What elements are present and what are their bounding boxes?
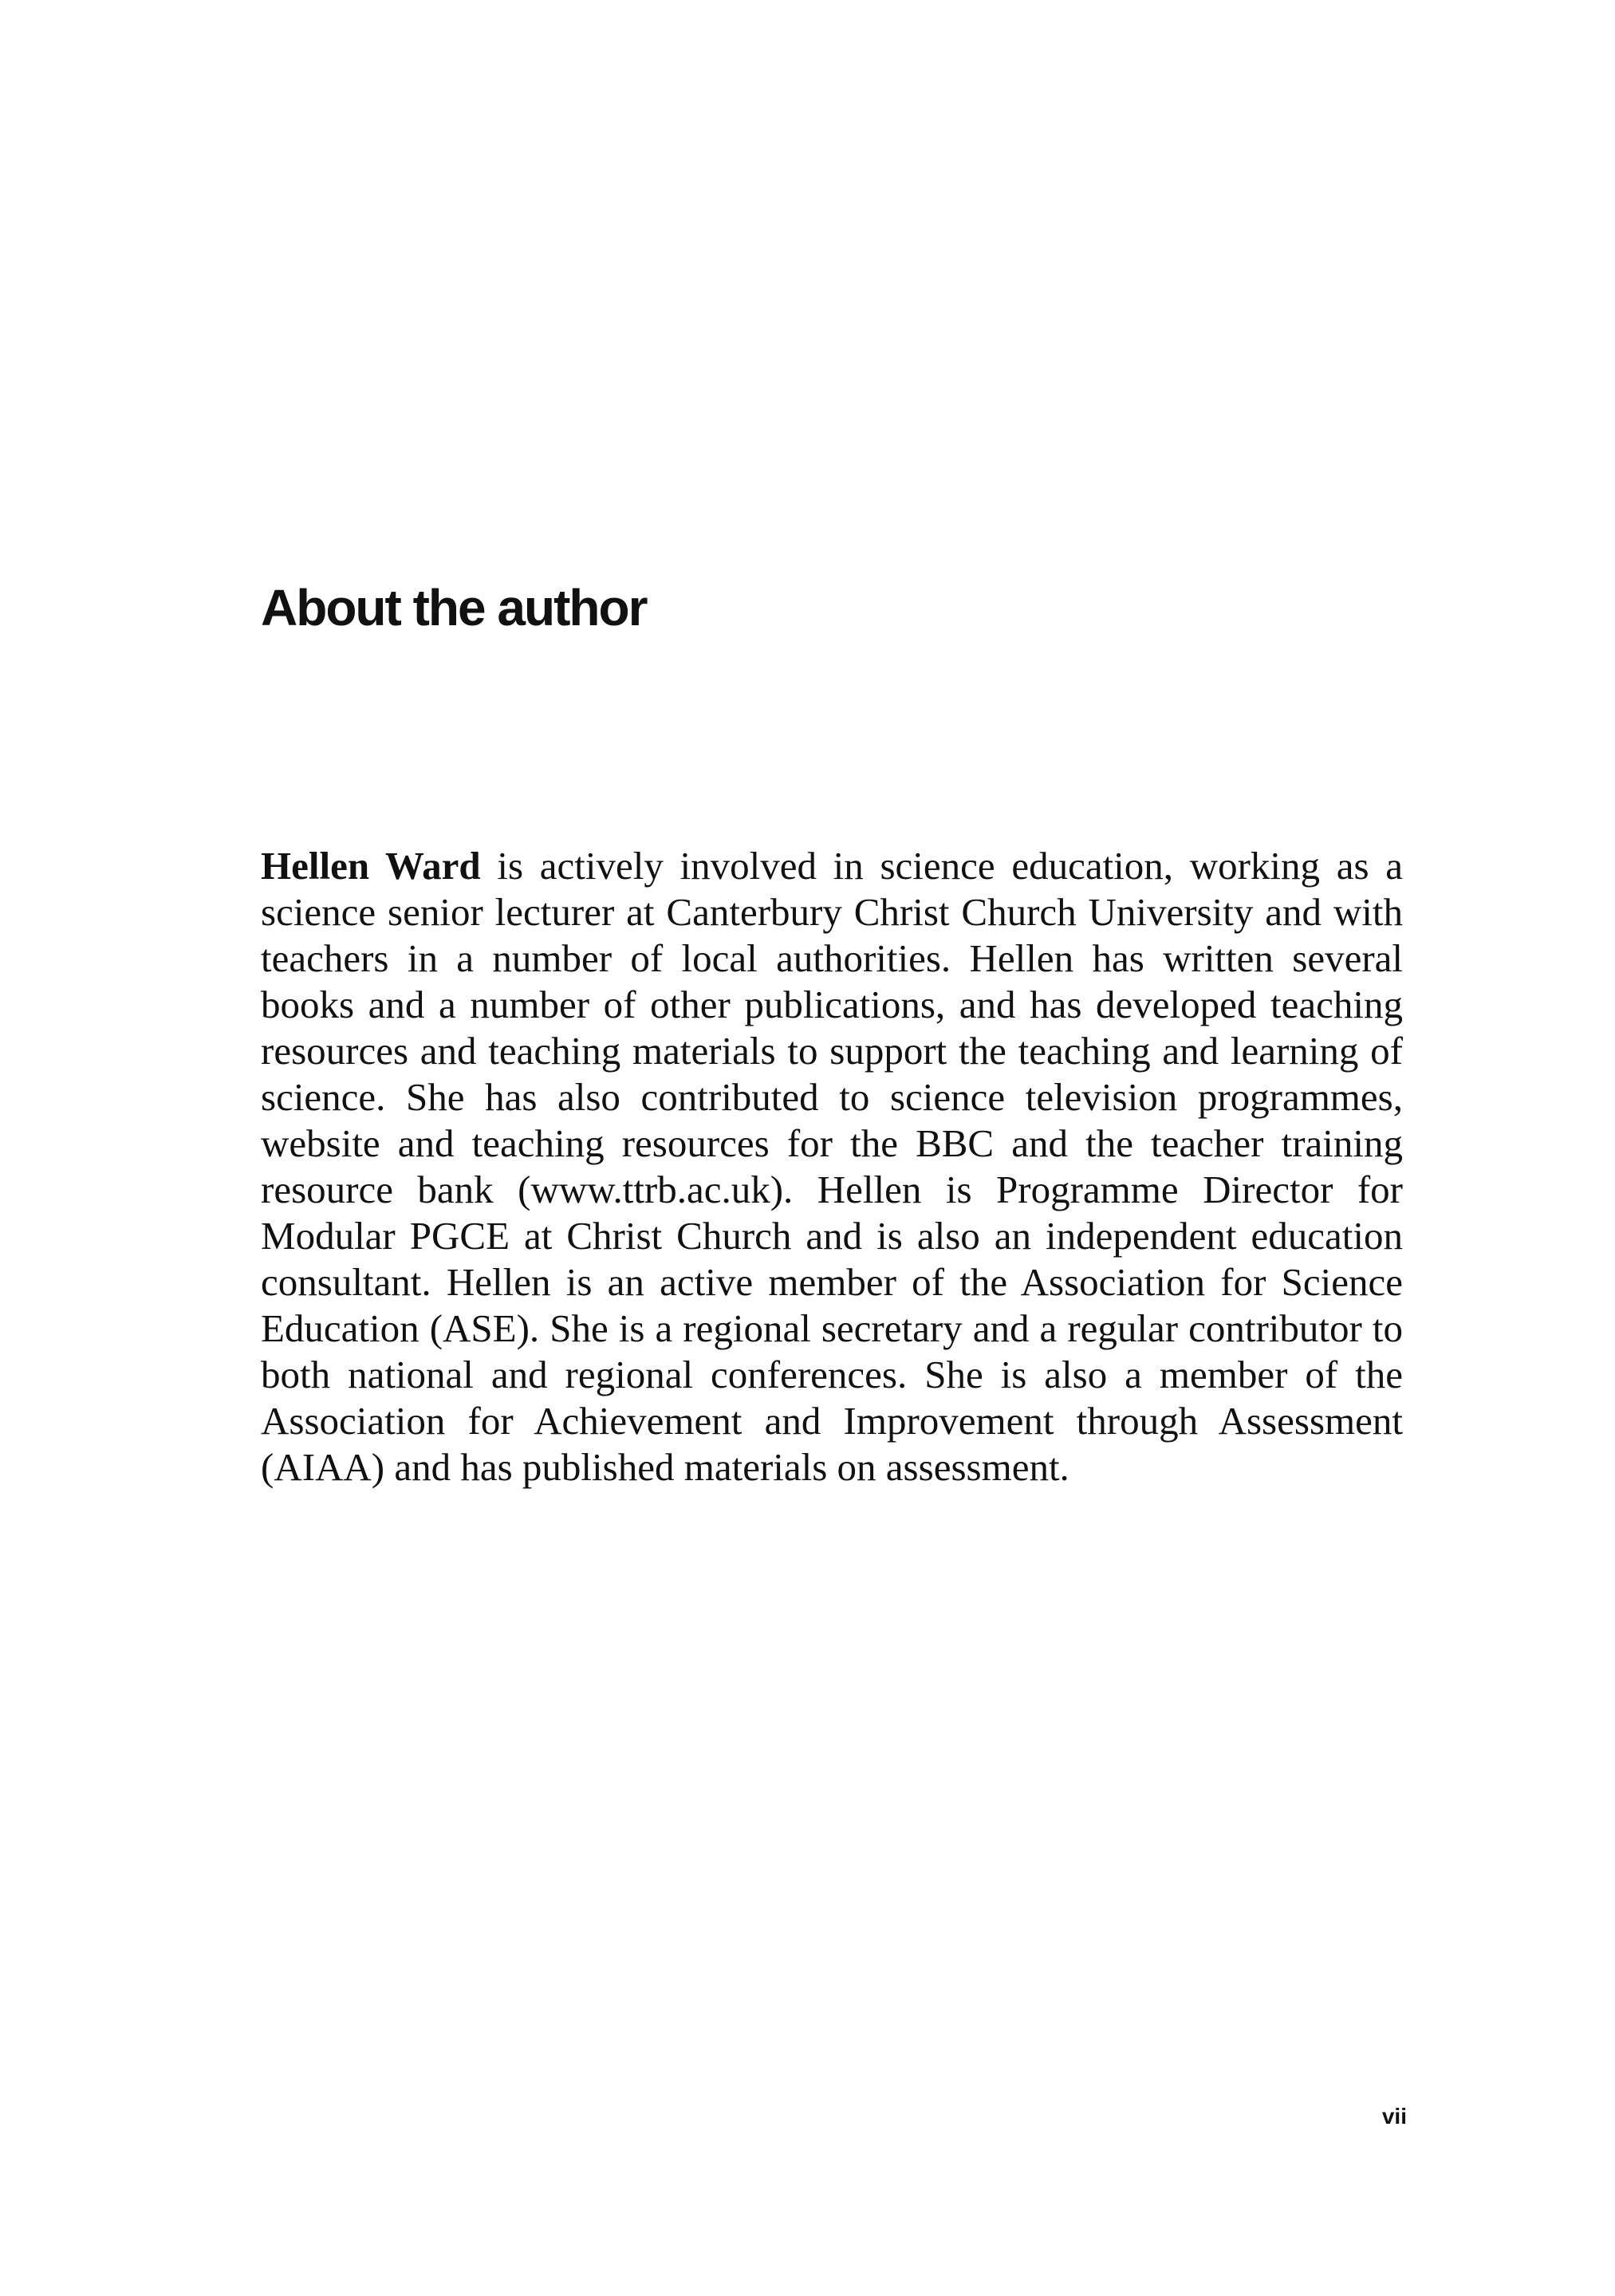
author-bio-text: is actively involved in science education, working as a science senior lecturer at Canterbury Christ Church University and with teachers in a number of local authorities. Hellen has written several books and a number of other publications, and has developed teaching resources and teaching materials to support the teaching and learning of science. She has also contributed to science television programmes, website and teaching resources for the BBC and the teacher training resource bank (www.ttrb.ac.uk). Hellen is Programme Director for Modular PGCE at Christ Church and is also an independent education consultant. Hellen is an active member of the Association for Science Education (ASE). She is a regional secretary and a regular contributor to both national and regional conferences. She is also a member of the Association for Achievement and Improvement through Assessment (AIAA) and has published materials on assessment. xyxy=(261,844,1403,1489)
page-title: About the author xyxy=(261,579,647,636)
page-number: vii xyxy=(1381,2104,1407,2129)
author-name: Hellen Ward xyxy=(261,844,481,888)
author-bio-paragraph xyxy=(261,843,1403,1491)
